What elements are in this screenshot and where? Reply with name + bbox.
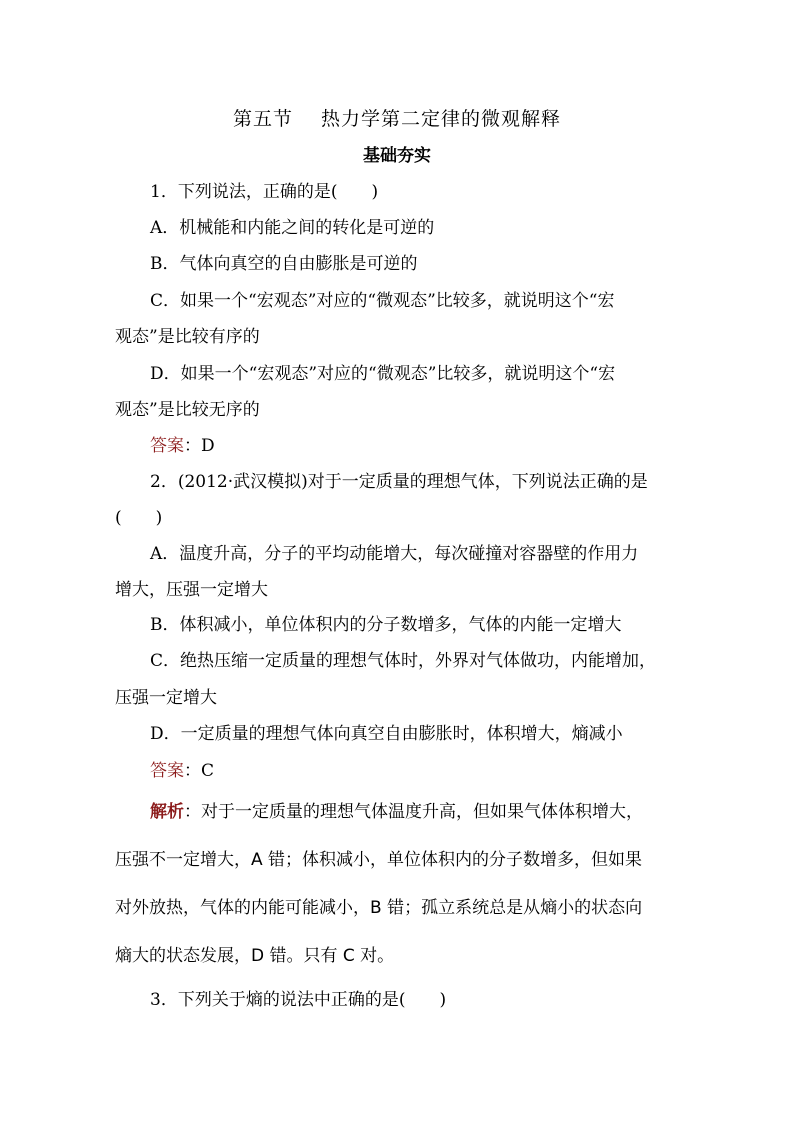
q1-answer-value: ：D [184,436,215,456]
q1-answer-label: 答案 [150,436,184,456]
q1-answer [150,431,730,456]
section-subtitle: 基础夯实 [363,146,431,166]
q2-stem-line1: 2．(2012·武汉模拟)对于一定质量的理想气体，下列说法正确的是 [150,472,648,492]
q2-analysis-line2: 压强不一定增大，A 错；体积减小，单位体积内的分子数增多，但如果 [115,850,643,870]
q1-option-d-line2: 观态”是比较无序的 [115,400,260,420]
q1-option-c-line2: 观态”是比较有序的 [115,327,260,347]
section-title [0,104,794,131]
q2-option-b: B．体积减小，单位体积内的分子数增多，气体的内能一定增大 [150,615,622,635]
q2-option-a-line2: 增大，压强一定增大 [115,580,268,600]
q2-option-c-line2: 压强一定增大 [115,688,217,708]
q2-stem-line2: ( ) [115,508,163,528]
q2-answer-value: ：C [184,761,215,781]
section-name: 热力学第二定律的微观解释 [321,108,562,130]
q2-analysis-label: 解析 [150,802,184,822]
q1-option-b: B．气体向真空的自由膨胀是可逆的 [150,254,418,274]
q1-option-d-line1: D．如果一个“宏观态”对应的“微观态”比较多，就说明这个“宏 [150,364,616,384]
q2-analysis-line3: 对外放热，气体的内能可能减小，B 错；孤立系统总是从熵小的状态向 [115,898,643,918]
q1-stem: 1．下列说法，正确的是( ) [150,182,379,202]
q2-option-a-line1: A．温度升高，分子的平均动能增大，每次碰撞对容器壁的作用力 [150,544,639,564]
section-number: 第五节 [232,108,293,130]
q1-option-c-line1: C．如果一个“宏观态”对应的“微观态”比较多，就说明这个“宏 [150,291,615,311]
q2-analysis-text1: ：对于一定质量的理想气体温度升高，但如果气体体积增大， [184,802,643,822]
q2-answer [150,756,730,781]
q1-option-a: A．机械能和内能之间的转化是可逆的 [150,218,435,238]
q2-analysis-line1 [150,797,730,822]
q3-stem: 3．下列关于熵的说法中正确的是( ) [150,990,447,1010]
q2-option-c-line1: C．绝热压缩一定质量的理想气体时，外界对气体做功，内能增加， [150,651,657,671]
q2-analysis-line4: 熵大的状态发展，D 错。只有 C 对。 [115,946,395,966]
q2-answer-label: 答案 [150,761,184,781]
q2-option-d: D．一定质量的理想气体向真空自由膨胀时，体积增大，熵减小 [150,724,623,744]
